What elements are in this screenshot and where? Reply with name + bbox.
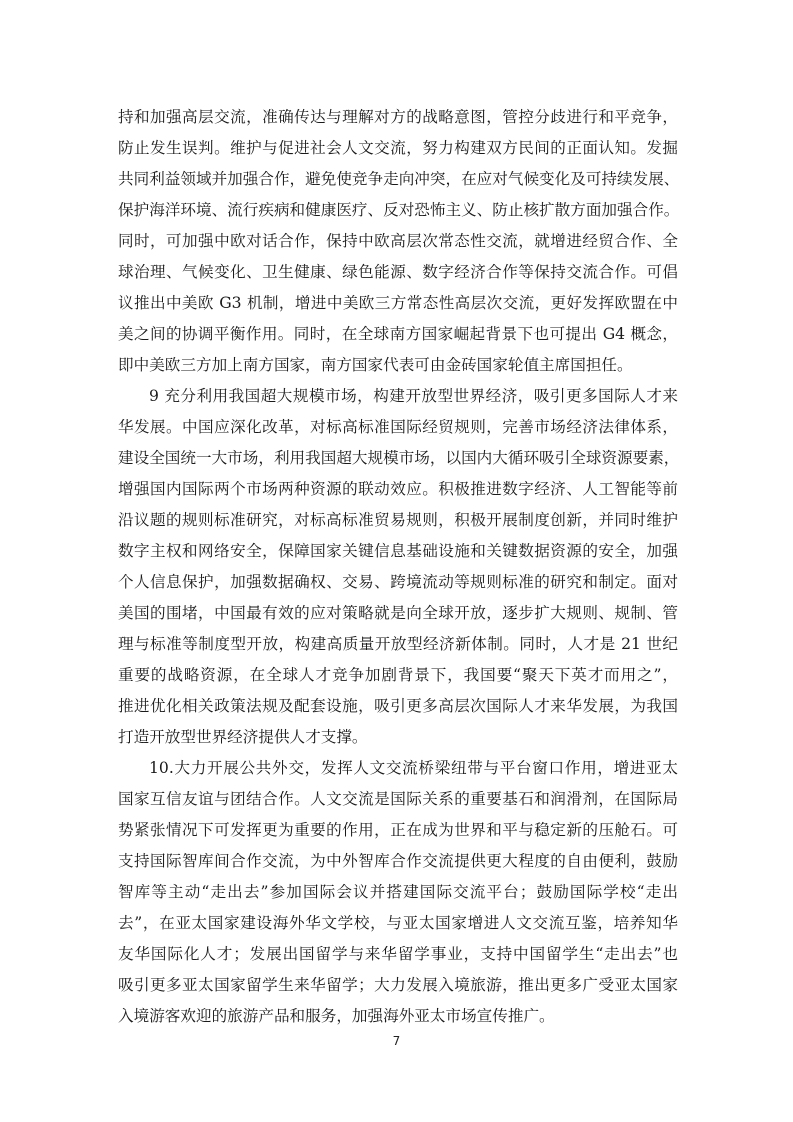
- text-line: 个人信息保护，加强数据确权、交易、跨境流动等规则标准的研究和制定。面对: [118, 573, 678, 591]
- text-line: 友华国际化人才；发展出国留学与来华留学事业，支持中国留学生“走出去”也: [118, 945, 678, 963]
- text-line: 推进优化相关政策法规及配套设施，吸引更多高层次国际人才来华发展，为我国: [118, 697, 678, 715]
- paragraph-heading-9: 9 充分利用我国超大规模市场，构建开放型世界经济，吸引更多国际人才来: [149, 387, 678, 405]
- text-line: 势紧张情况下可发挥更为重要的作用，正在成为世界和平与稳定新的压舱石。可: [118, 821, 678, 839]
- text-line: 防止发生误判。维护与促进社会人文交流，努力构建双方民间的正面认知。发掘: [118, 139, 678, 157]
- text-line: 打造开放型世界经济提供人才支撑。: [118, 728, 368, 746]
- text-line: 华发展。中国应深化改革，对标高标准国际经贸规则，完善市场经济法律体系，: [118, 418, 678, 436]
- text-line: 同时，可加强中欧对话合作，保持中欧高层次常态性交流，就增进经贸合作、全: [118, 232, 678, 250]
- text-line: 保护海洋环境、流行疾病和健康医疗、反对恐怖主义、防止核扩散方面加强合作。: [118, 201, 680, 219]
- paragraph-heading-10: 10.大力开展公共外交，发挥人文交流桥梁纽带与平台窗口作用，增进亚太: [149, 759, 678, 777]
- text-line: 理与标准等制度型开放，构建高质量开放型经济新体制。同时，人才是 21 世纪: [118, 635, 678, 653]
- text-line: 重要的战略资源，在全球人才竞争加剧背景下，我国要“聚天下英才而用之”，: [118, 666, 678, 684]
- text-line: 共同利益领域并加强合作，避免使竞争走向冲突，在应对气候变化及可持续发展、: [118, 170, 680, 188]
- text-line: 入境游客欢迎的旅游产品和服务，加强海外亚太市场宣传推广。: [118, 1007, 555, 1025]
- text-line: 国家互信友谊与团结合作。人文交流是国际关系的重要基石和润滑剂，在国际局: [118, 790, 678, 808]
- text-line: 球治理、气候变化、卫生健康、绿色能源、数字经济合作等保持交流合作。可倡: [118, 263, 678, 281]
- text-line: 美之间的协调平衡作用。同时，在全球南方国家崛起背景下也可提出 G4 概念，: [118, 325, 678, 343]
- text-line: 议推出中美欧 G3 机制，增进中美欧三方常态性高层次交流，更好发挥欧盟在中: [118, 294, 678, 312]
- text-line: 美国的围堵，中国最有效的应对策略就是向全球开放，逐步扩大规则、规制、管: [118, 604, 678, 622]
- text-line: 增强国内国际两个市场两种资源的联动效应。积极推进数字经济、人工智能等前: [118, 480, 678, 498]
- text-line: 去”，在亚太国家建设海外华文学校，与亚太国家增进人文交流互鉴，培养知华: [118, 914, 678, 932]
- text-line: 即中美欧三方加上南方国家，南方国家代表可由金砖国家轮值主席国担任。: [118, 356, 633, 374]
- text-line: 数字主权和网络安全，保障国家关键信息基础设施和关键数据资源的安全，加强: [118, 542, 678, 560]
- text-line: 智库等主动“走出去”参加国际会议并搭建国际交流平台；鼓励国际学校“走出: [118, 883, 678, 901]
- text-line: 支持国际智库间合作交流，为中外智库合作交流提供更大程度的自由便利，鼓励: [118, 852, 678, 870]
- page-number: 7: [392, 1034, 401, 1048]
- text-line: 持和加强高层交流，准确传达与理解对方的战略意图，管控分歧进行和平竞争，: [118, 108, 678, 126]
- text-line: 沿议题的规则标准研究，对标高标准贸易规则，积极开展制度创新，并同时维护: [118, 511, 678, 529]
- text-line: 吸引更多亚太国家留学生来华留学；大力发展入境旅游，推出更多广受亚太国家: [118, 976, 678, 994]
- text-line: 建设全国统一大市场，利用我国超大规模市场，以国内大循环吸引全球资源要素，: [118, 449, 680, 467]
